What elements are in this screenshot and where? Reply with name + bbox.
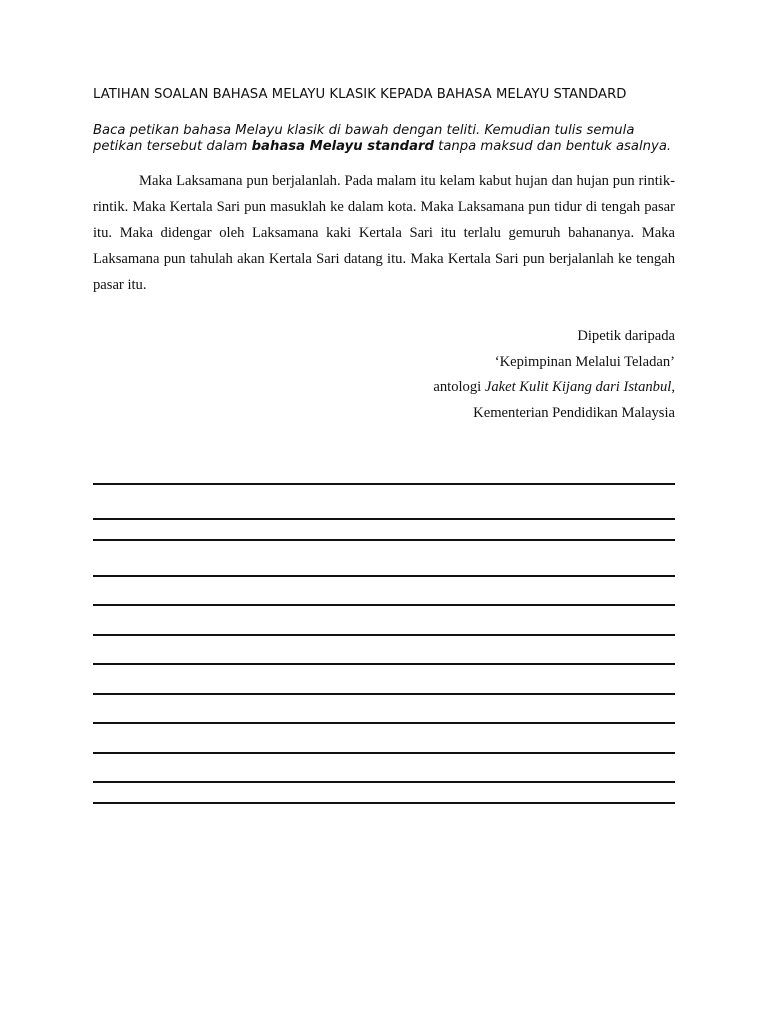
answer-line <box>93 634 675 636</box>
answer-line <box>93 802 675 804</box>
source-line-4: Kementerian Pendidikan Malaysia <box>473 404 675 421</box>
source-line-2: ‘Kepimpinan Melalui Teladan’ <box>494 353 675 370</box>
answer-line <box>93 781 675 783</box>
source-line-3 <box>93 375 675 401</box>
source-line-1: Dipetik daripada <box>577 328 675 344</box>
answer-line <box>93 483 675 485</box>
source-line-3-suffix: , <box>671 379 675 395</box>
answer-line <box>93 604 675 606</box>
answer-line <box>93 663 675 665</box>
instructions-bold-text: bahasa Melayu standard <box>251 139 434 154</box>
answer-line <box>93 575 675 577</box>
source-citation <box>93 324 675 426</box>
worksheet-title: LATIHAN SOALAN BAHASA MELAYU KLASIK KEPADA BAHASA MELAYU STANDARD <box>93 87 627 102</box>
instructions-text-2: tanpa maksud dan bentuk asalnya. <box>433 139 672 154</box>
answer-line <box>93 752 675 754</box>
answer-line <box>93 539 675 541</box>
source-book-title: Jaket Kulit Kijang dari Istanbul <box>484 379 672 395</box>
classical-malay-passage: Maka Laksamana pun berjalanlah. Pada malam itu kelam kabut hujan dan hujan pun rintik-rintik. Maka Kertala Sari pun masuklah ke dalam kota. Maka Laksamana pun tidur di tengah pasar itu. Maka didengar oleh Laksamana kaki Kertala Sari itu terlalu gemuruh bahananya. Maka Laksamana pun tahulah akan Kertala Sari datang itu. Maka Kertala Sari pun berjalanlah ke tengah pasar itu. <box>93 173 675 293</box>
answer-line <box>93 693 675 695</box>
instructions-text-1: Baca petikan bahasa Melayu klasik di bawah dengan teliti. Kemudian tulis semula petikan tersebut dalam <box>93 123 635 154</box>
worksheet <box>93 87 675 426</box>
answer-line <box>93 518 675 520</box>
answer-line <box>93 722 675 724</box>
instructions <box>93 123 675 155</box>
source-line-3-prefix: antologi <box>433 379 485 395</box>
